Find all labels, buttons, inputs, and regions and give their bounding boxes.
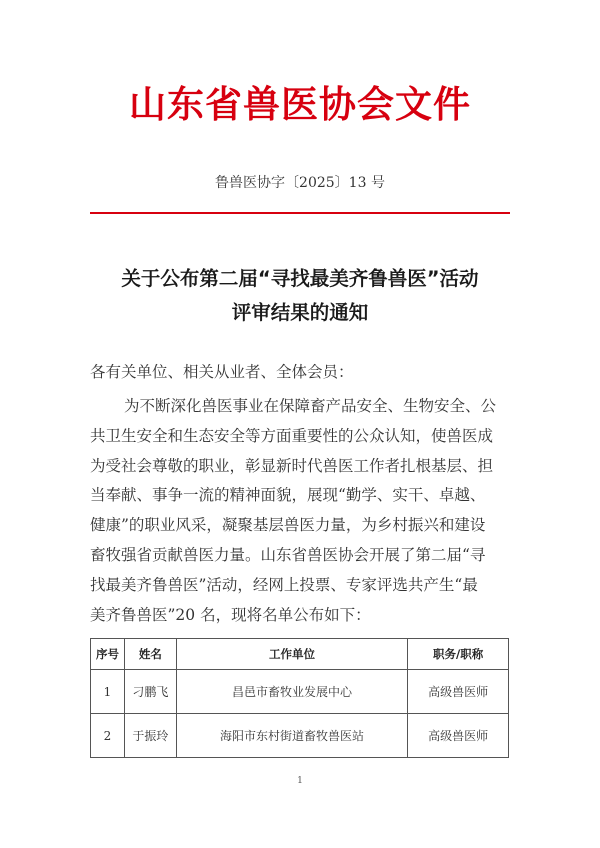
table-row xyxy=(91,670,509,714)
table-row xyxy=(91,714,509,758)
notice-title-line-2: 评审结果的通知 xyxy=(231,301,369,324)
body-line: 为不断深化兽医事业在保障畜产品安全、生物安全、公 xyxy=(124,397,497,415)
body-line: 找最美齐鲁兽医”活动，经网上投票、专家评选共产生“最 xyxy=(90,575,478,594)
cell-name: 于振玲 xyxy=(124,714,176,758)
page-number: 1 xyxy=(297,776,303,786)
cell-index: 1 xyxy=(91,670,125,714)
notice-title-line-1: 关于公布第二届“寻找最美齐鲁兽医”活动 xyxy=(121,267,479,290)
winners-table xyxy=(90,638,509,758)
body-line: 当奉献、事争一流的精神面貌，展现“勤学、实干、卓越、 xyxy=(90,486,486,505)
header-name: 姓名 xyxy=(124,639,176,670)
cell-work-unit: 昌邑市畜牧业发展中心 xyxy=(176,670,407,714)
cell-name: 刁鹏飞 xyxy=(124,670,176,714)
notice-title xyxy=(0,262,600,330)
document-number: 鲁兽医协字〔2025〕13 号 xyxy=(215,175,385,191)
cell-index: 2 xyxy=(91,714,125,758)
cell-title: 高级兽医师 xyxy=(408,714,509,758)
red-divider-line xyxy=(90,212,510,214)
body-paragraph xyxy=(90,392,514,630)
document-masthead: 山东省兽医协会文件 xyxy=(129,82,471,126)
cell-work-unit: 海阳市东村街道畜牧兽医站 xyxy=(176,714,407,758)
body-line: 共卫生安全和生态安全等方面重要性的公众认知，使兽医成 xyxy=(90,426,494,445)
header-index: 序号 xyxy=(91,639,125,670)
table-header-row xyxy=(91,639,509,670)
header-title: 职务/职称 xyxy=(408,639,509,670)
body-line: 为受社会尊敬的职业，彰显新时代兽医工作者扎根基层、担 xyxy=(90,456,494,475)
header-work-unit: 工作单位 xyxy=(176,639,407,670)
cell-title: 高级兽医师 xyxy=(408,670,509,714)
body-line: 畜牧强省贡献兽医力量。山东省兽医协会开展了第二届“寻 xyxy=(90,545,486,564)
body-line: 健康”的职业风采，凝聚基层兽医力量，为乡村振兴和建设 xyxy=(90,516,486,535)
salutation: 各有关单位、相关从业者、全体会员： xyxy=(90,363,354,381)
body-line: 美齐鲁兽医”20 名，现将名单公布如下： xyxy=(90,605,371,624)
